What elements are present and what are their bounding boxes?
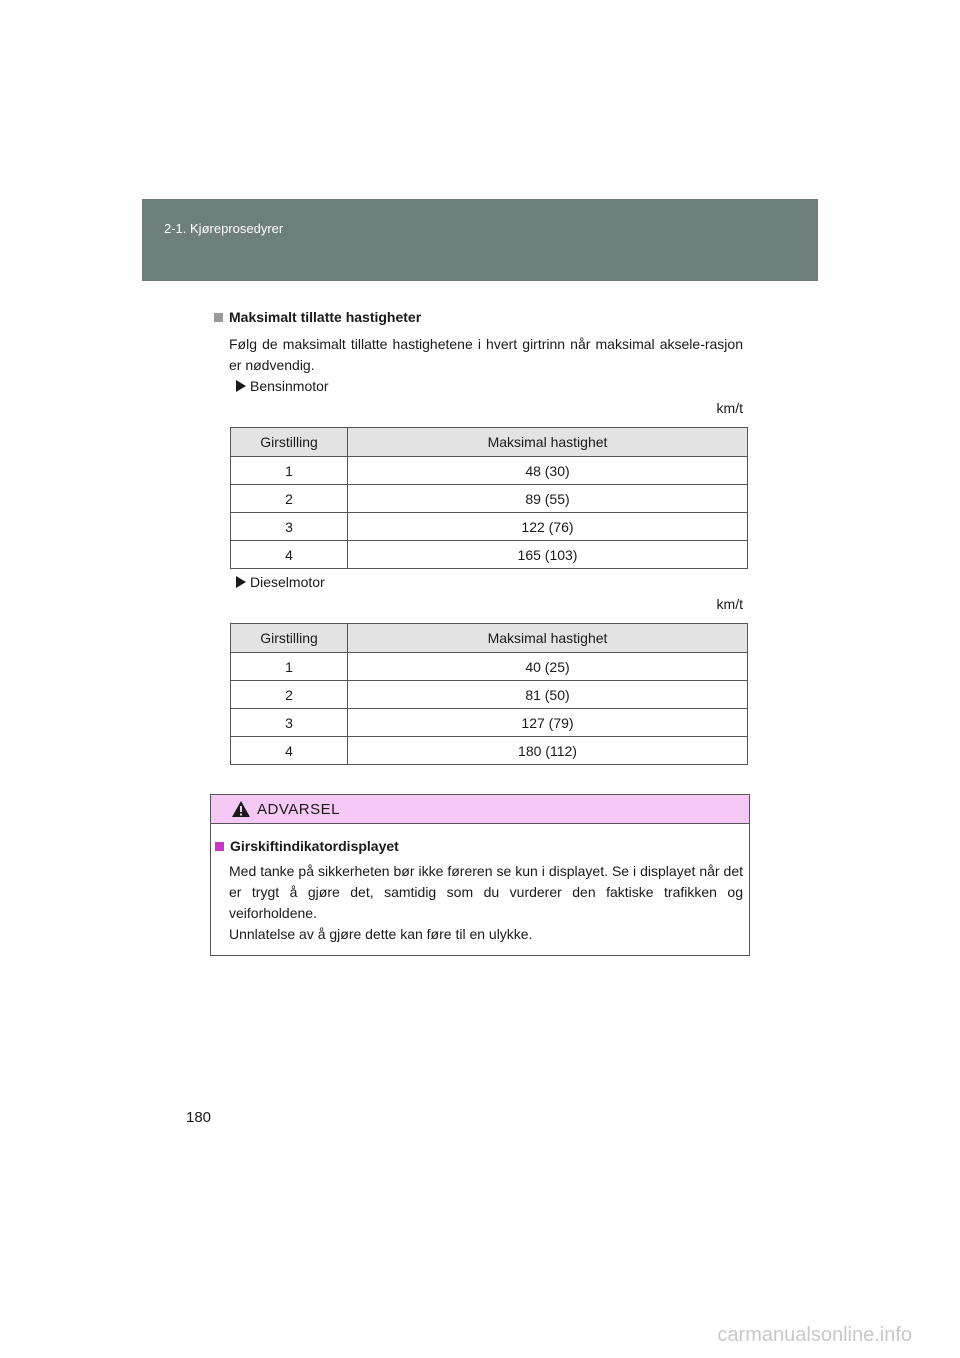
table-row xyxy=(231,737,748,765)
speed-cell: 165 (103) xyxy=(348,541,748,569)
triangle-bullet-icon xyxy=(236,380,246,392)
column-header-gear: Girstilling xyxy=(231,428,348,457)
warning-triangle-icon xyxy=(231,800,251,818)
warning-title: ADVARSEL xyxy=(257,801,340,818)
speed-cell: 122 (76) xyxy=(348,513,748,541)
gear-cell: 4 xyxy=(231,541,348,569)
engine-label-text: Dieselmotor xyxy=(250,574,325,590)
section-heading xyxy=(214,309,421,325)
square-bullet-icon xyxy=(215,842,224,851)
gear-cell: 4 xyxy=(231,737,348,765)
square-bullet-icon xyxy=(214,313,223,322)
table-row xyxy=(231,485,748,513)
intro-paragraph: Følg de maksimalt tillatte hastighetene i hvert girtrinn når maksimal aksele-rasjon er nødvendig. xyxy=(229,336,743,373)
section-header-band xyxy=(142,199,818,281)
section-heading-text: Maksimalt tillatte hastigheter xyxy=(229,309,422,325)
gear-cell: 2 xyxy=(231,681,348,709)
table-row xyxy=(231,709,748,737)
speed-cell: 40 (25) xyxy=(348,653,748,681)
gear-cell: 3 xyxy=(231,709,348,737)
speed-cell: 127 (79) xyxy=(348,709,748,737)
warning-paragraph: Med tanke på sikkerheten bør ikke føreren se kun i displayet. Se i displayet når det er trygt å gjøre det, samtidig som du vurderer den faktiske trafikken og veiforholdene. xyxy=(229,863,743,921)
unit-label: km/t xyxy=(716,596,743,612)
warning-subheading xyxy=(215,838,399,854)
engine-label-text: Bensinmotor xyxy=(250,378,329,394)
gear-cell: 1 xyxy=(231,653,348,681)
table-row xyxy=(231,513,748,541)
speed-table-petrol xyxy=(230,427,748,569)
engine-label-diesel xyxy=(236,574,325,590)
table-row xyxy=(231,681,748,709)
section-title: 2-1. Kjøreprosedyrer xyxy=(164,221,284,236)
gear-cell: 1 xyxy=(231,457,348,485)
warning-subheading-text: Girskiftindikatordisplayet xyxy=(230,838,399,854)
table-header-row xyxy=(231,624,748,653)
warning-paragraph: Unnlatelse av å gjøre dette kan føre til en ulykke. xyxy=(229,926,533,942)
speed-cell: 48 (30) xyxy=(348,457,748,485)
gear-cell: 3 xyxy=(231,513,348,541)
warning-header xyxy=(211,795,749,824)
speed-cell: 81 (50) xyxy=(348,681,748,709)
page-number: 180 xyxy=(186,1109,212,1126)
column-header-max-speed: Maksimal hastighet xyxy=(348,624,748,653)
unit-label: km/t xyxy=(716,400,743,416)
watermark: carmanualsonline.info xyxy=(717,1324,912,1346)
column-header-gear: Girstilling xyxy=(231,624,348,653)
speed-cell: 180 (112) xyxy=(348,737,748,765)
engine-label-petrol xyxy=(236,378,329,394)
table-row xyxy=(231,653,748,681)
table-header-row xyxy=(231,428,748,457)
triangle-bullet-icon xyxy=(236,576,246,588)
column-header-max-speed: Maksimal hastighet xyxy=(348,428,748,457)
speed-table-diesel xyxy=(230,623,748,765)
warning-box xyxy=(210,794,750,956)
table-row xyxy=(231,541,748,569)
speed-cell: 89 (55) xyxy=(348,485,748,513)
warning-body xyxy=(229,861,743,945)
gear-cell: 2 xyxy=(231,485,348,513)
table-row xyxy=(231,457,748,485)
